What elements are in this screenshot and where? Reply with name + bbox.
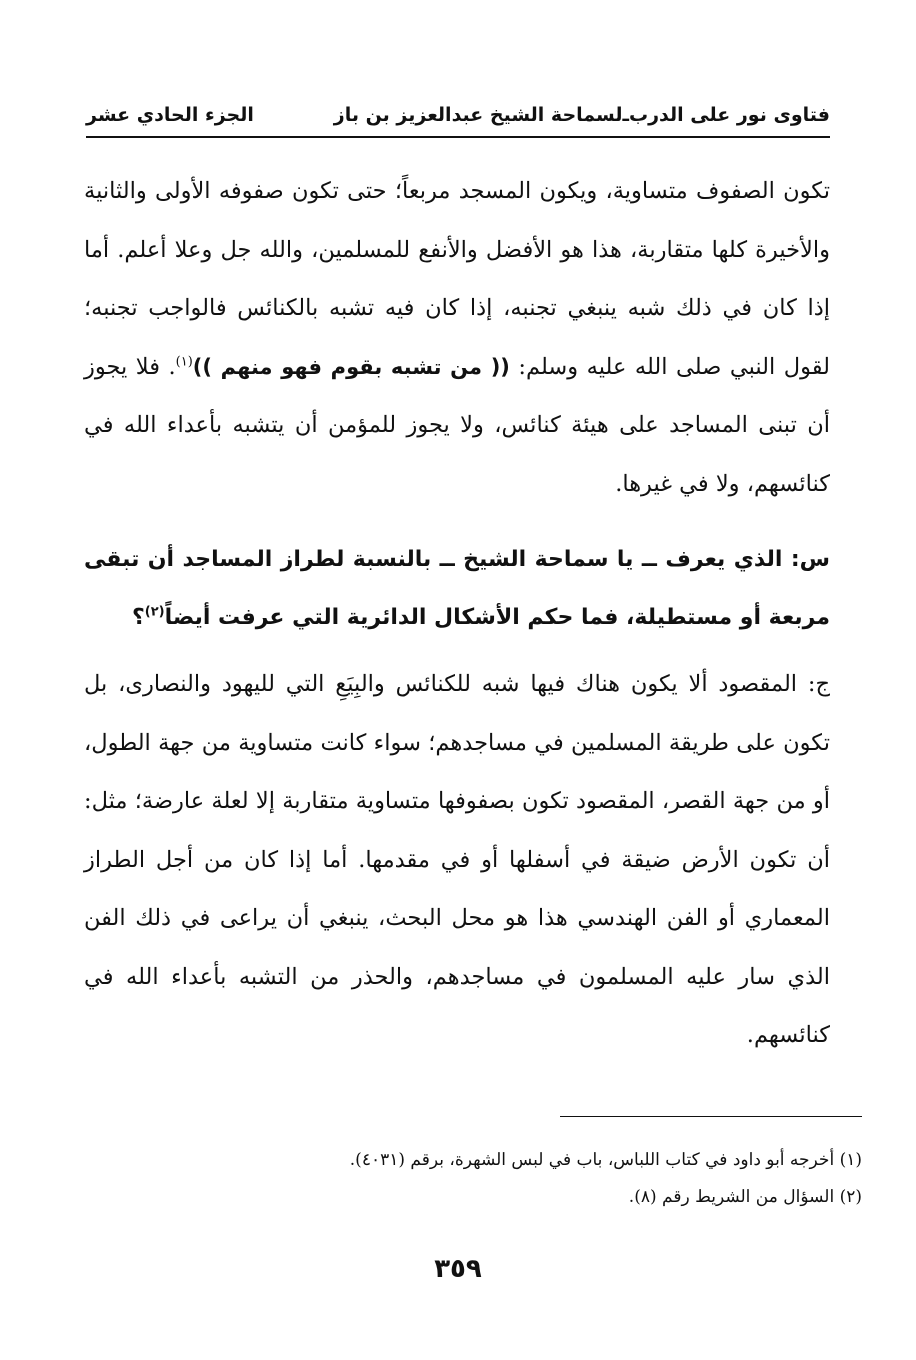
header-dash: ـ: [622, 104, 629, 126]
question-text: س: الذي يعرف ــ يا سماحة الشيخ ــ بالنسبة لطراز المساجد أن تبقى مربعة أو مستطيلة، فما حكم الأشكال الدائرية التي عرفت أيضاً: [84, 547, 830, 630]
page-number: ٣٥٩: [434, 1254, 482, 1284]
hadith-quote: (( من تشبه بقوم فهو منهم )): [192, 354, 510, 379]
footnote-ref-1: (١): [175, 354, 193, 369]
main-text: [84, 162, 830, 1065]
header-volume: الجزء الحادي عشر: [86, 104, 254, 126]
paragraph-continuation: [84, 162, 830, 513]
answer-paragraph: [84, 655, 830, 1065]
header-author: لسماحة الشيخ عبدالعزيز بن باز: [333, 104, 623, 126]
header-rule: [86, 136, 830, 138]
paragraph-text-b: . فلا يجوز أن تبنى المساجد على هيئة كنائس، ولا يجوز للمؤمن أن يتشبه بأعداء الله في كنائسهم، ولا في غيرها.: [84, 353, 830, 497]
running-header: [86, 95, 830, 135]
footnotes: [86, 1142, 862, 1216]
question-mark: ؟: [132, 605, 145, 630]
footnote-1: (١) أخرجه أبو داود في كتاب اللباس، باب في لبس الشهرة، برقم (٤٠٣١).: [349, 1150, 862, 1170]
question-paragraph: [84, 531, 830, 647]
footnote-ref-2: (٢): [144, 604, 165, 620]
header-book-title: فتاوى نور على الدرب: [629, 104, 830, 126]
paragraph-text-a: تكون الصفوف متساوية، ويكون المسجد مربعاً؛ حتى تكون صفوفه الأولى والثانية والأخيرة كلها متقاربة، هذا هو الأفضل والأنفع للمسلمين، والله جل وعلا أعلم. أما إذا كان في ذلك شبه ينبغي تجنبه، إذا كان فيه تشبه بالكنائس فالواجب تجنبه؛ لقول النبي صلى الله عليه وسلم:: [84, 178, 830, 380]
answer-text: ج: المقصود ألا يكون هناك فيها شبه للكنائس والبِيَعِ التي لليهود والنصارى، بل تكون على طريقة المسلمين في مساجدهم؛ سواء كانت متساوية من جهة الطول، أو من جهة القصر، المقصود تكون بصفوفها متساوية متقاربة إلا لعلة عارضة؛ مثل: أن تكون الأرض ضيقة في أسفلها أو في مقدمها. أما إذا كان من أجل الطراز المعماري أو الفن الهندسي هذا هو محل البحث، ينبغي أن يراعى في ذلك الفن الذي سار عليه المسلمون في مساجدهم، والحذر من التشبه بأعداء الله في كنائسهم.: [84, 671, 830, 1048]
footnote-2: (٢) السؤال من الشريط رقم (٨).: [628, 1187, 862, 1207]
footnote-separator: [560, 1116, 862, 1117]
